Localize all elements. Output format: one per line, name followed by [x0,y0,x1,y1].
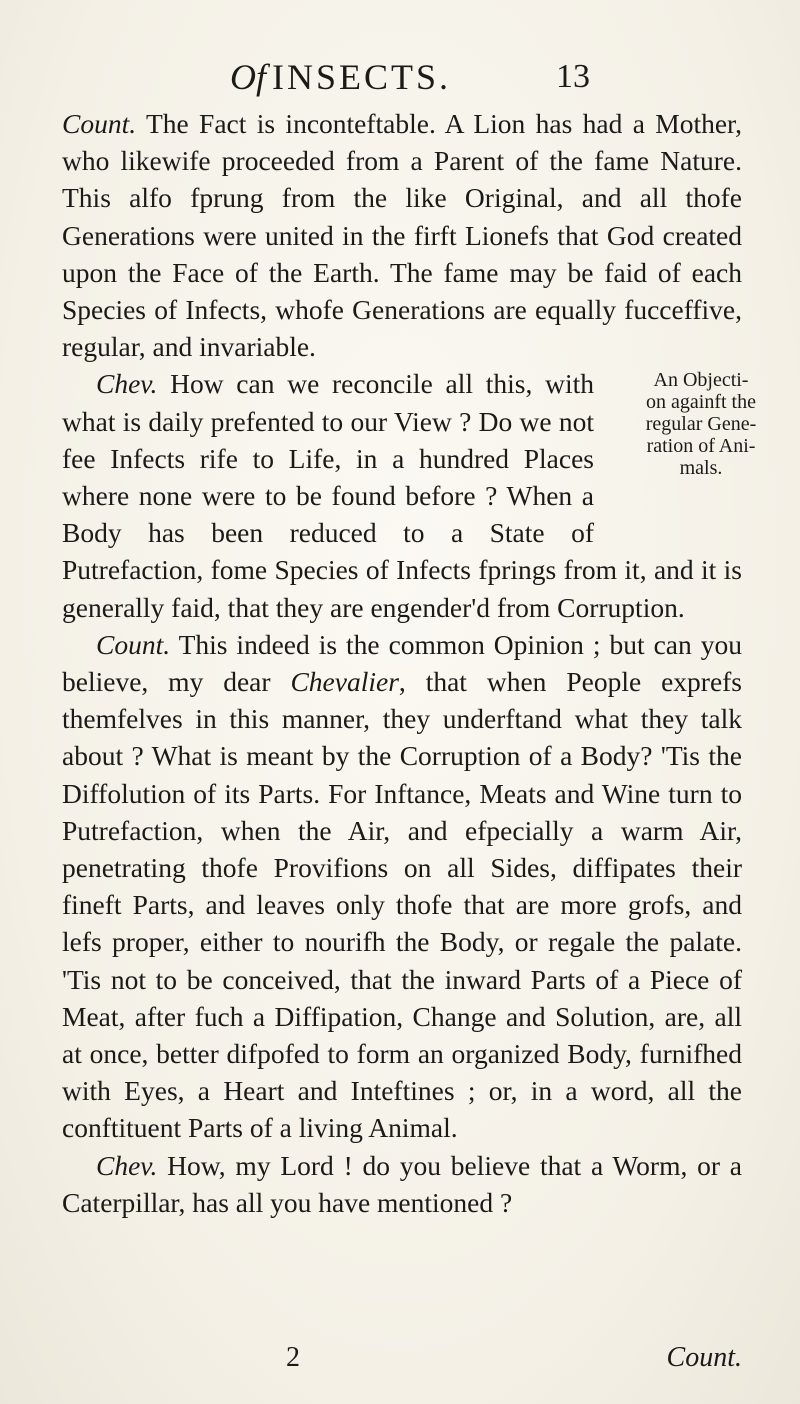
header-title-prefix: Of [230,57,266,97]
page-body [62,105,757,1221]
signature-mark: 2 [286,1342,300,1373]
paragraph-count-1 [62,105,742,365]
margin-note-line: regular Gene- [645,413,757,436]
paragraph-text: How can we reconcile all this, with what is daily prefented to our View ? Do we not fee Infects rife to Life, in a hundred Places where none were to be found before ? When a Body has been reduced to a State of Putrefaction, fome Species of Infects fprings from it, and it is generally faid, that they are engender'd from Corruption. [62,368,742,623]
header-title: INSECTS. [272,57,452,97]
italic-term: Chevalier [290,666,399,698]
paragraph-count-2 [62,626,742,1147]
paragraph-text: How, my Lord ! do you believe that a Worm, or a Caterpillar, has all you have mentioned ? [62,1149,742,1218]
speaker-label: Count. [62,108,137,139]
margin-note-line: An Objecti- [653,369,749,392]
running-header [230,56,590,106]
paragraph-text: , that when People exprefs themfelves in this manner, they underftand what they talk about ? What is meant by the Corruption of a Body? 'Tis the Diffolution of its Parts. For Inftance, Meats and Wine turn to Putrefaction, when the Air, and efpecially a warm Air, penetrating thofe Provifions on all Sides, diffipates their fineft Parts, and leaves only thofe that are more grofs, and lefs proper, either to nourifh the Body, or regale the palate. 'Tis not to be conceived, that the inward Parts of a Piece of Meat, after fuch a Diffipation, Change and Solution, are, all at once, better difpofed to form an organized Body, furnifhed with Eyes, a Heart and Inteftines ; or, in a word, all the conftituent Parts of a living Animal. [62,666,743,1144]
margin-note-line: on againft the [646,391,756,414]
speaker-label: Chev. [96,368,158,400]
catchword: Count. [666,1342,742,1373]
page-number: 13 [556,58,590,95]
page-footer [62,1342,742,1382]
paragraph-text: This indeed is the common Opinion ; but can you believe, my dear [62,628,742,698]
margin-note [604,369,764,517]
paragraph-text: The Fact is inconteftable. A Lion has had a Mother, who likewife proceeded from a Parent of the fame Nature. This alfo fprung from the like Original, and all thofe Generations were united in the firft Lionefs that God created upon the Face of the Earth. The fame may be faid of each Species of Infects, whofe Generations are equally fucceffive, regular, and invariable. [62,108,742,363]
paragraph-chev-1 [62,365,757,625]
speaker-label: Count. [96,628,171,660]
margin-note-line: mals. [679,457,723,480]
speaker-label: Chev. [96,1149,158,1181]
paragraph-chev-2 [62,1147,742,1221]
margin-note-line: ration of Ani- [646,435,756,458]
